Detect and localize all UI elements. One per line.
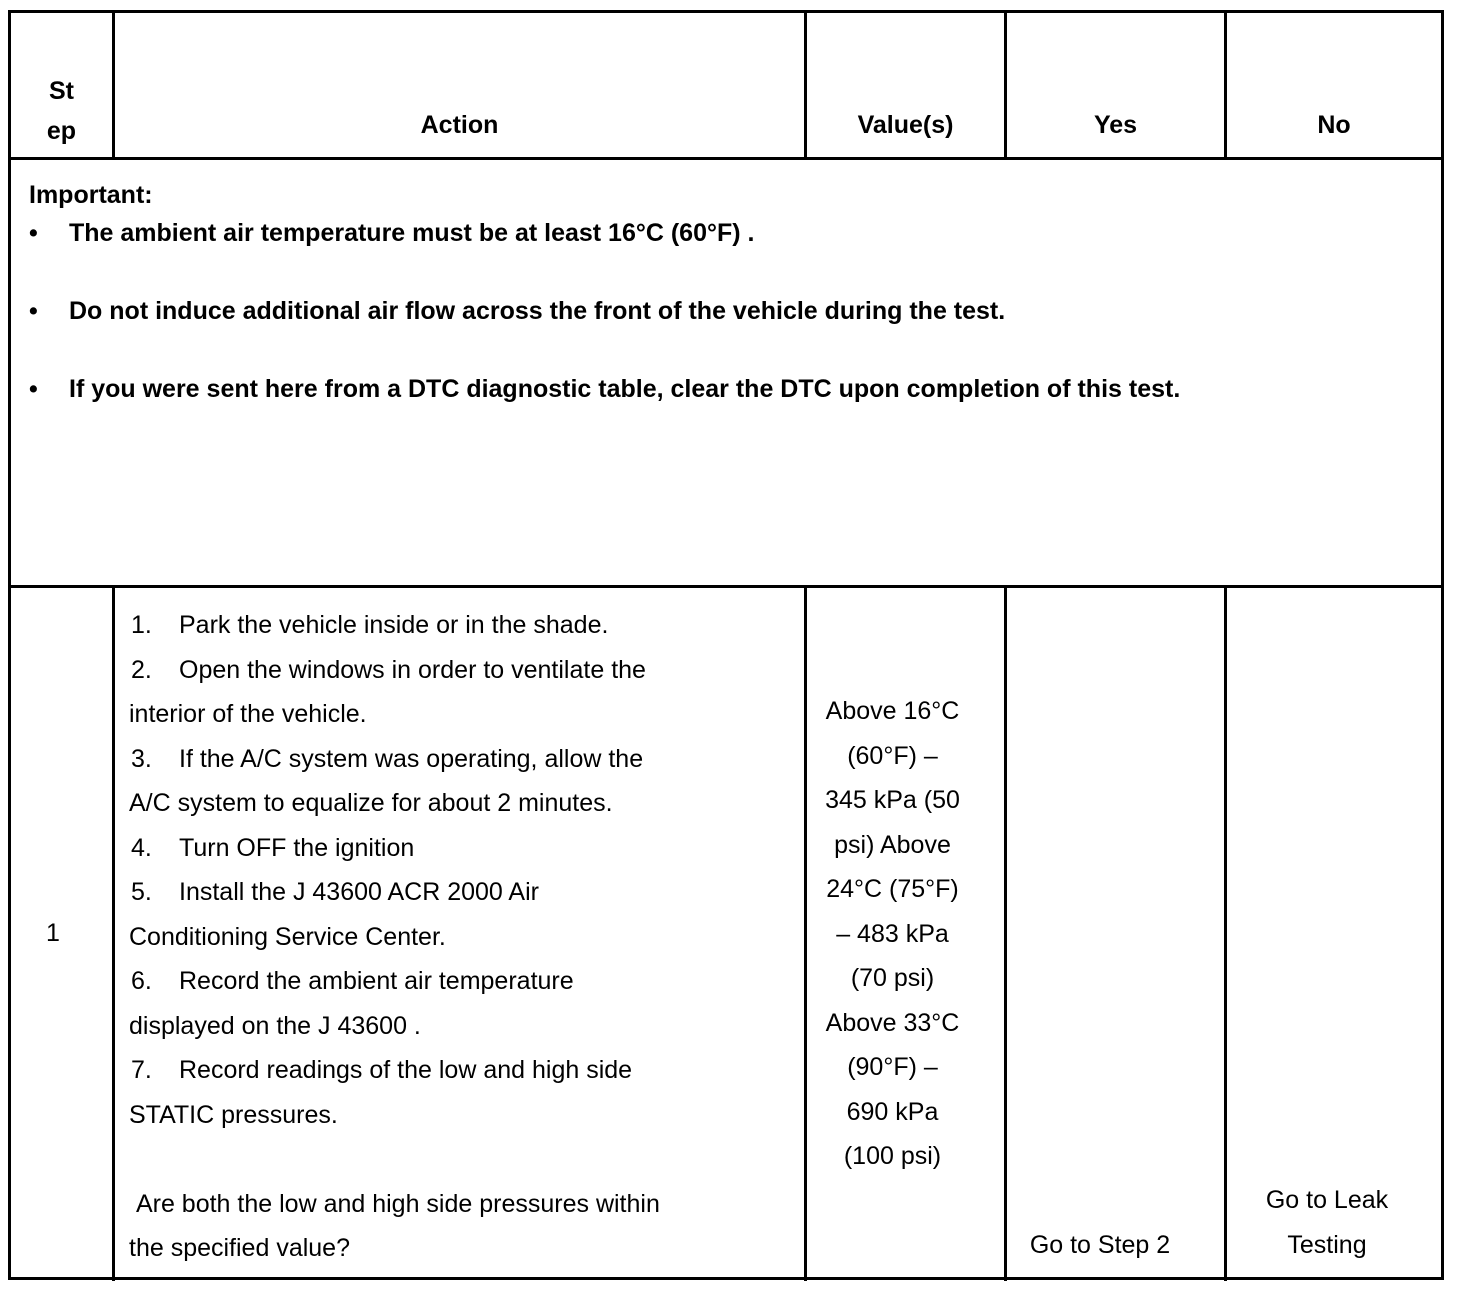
question-line1 [129, 1182, 799, 1227]
action-item-number: 4. [131, 833, 152, 862]
yes-go-to-step-2[interactable]: Go to Step 2 [1029, 1231, 1171, 1259]
value-line: 24°C (75°F) [826, 875, 959, 903]
important-item [29, 297, 1005, 326]
action-item [129, 603, 799, 648]
important-item-text: If you were sent here from a DTC diagnostic table, clear the DTC upon completion of this test. [69, 375, 1181, 403]
important-item-text: The ambient air temperature must be at least 16°C (60°F) . [69, 219, 755, 247]
value-line: (70 psi) [850, 964, 935, 992]
action-item-text: Record the ambient air temperature [179, 967, 574, 995]
important-item-text: Do not induce additional air flow across the front of the vehicle during the test. [69, 297, 1006, 325]
header-action: Action [420, 111, 499, 139]
action-item-number: 6. [131, 967, 152, 995]
action-item-continuation: STATIC pressures. [129, 1100, 338, 1129]
question-line2: the specified value? [129, 1234, 350, 1262]
header-values: Value(s) [857, 111, 954, 139]
value-line: – 483 kPa [836, 919, 949, 948]
important-item [29, 375, 1180, 404]
header-step [11, 71, 112, 151]
bullet-icon: • [29, 375, 38, 403]
action-item [129, 826, 799, 871]
value-line: 690 kPa [846, 1097, 939, 1126]
question-text-1: Are both the low and high side pressures within [135, 1189, 660, 1218]
header-step-line2: ep [46, 117, 77, 145]
action-item-number: 5. [131, 878, 152, 906]
action-item-text: Turn OFF the ignition [179, 833, 415, 862]
col-rule-step-row1 [112, 587, 115, 1281]
header-yes: Yes [1093, 111, 1138, 139]
action-item-text: Park the vehicle inside or in the shade. [179, 611, 609, 639]
col-rule-yes-row1 [1224, 587, 1227, 1281]
action-item [129, 1048, 799, 1093]
value-line: psi) Above [834, 830, 951, 859]
value-line: (100 psi) [843, 1142, 942, 1170]
col-rule-values-row1 [1004, 587, 1007, 1281]
header-no: No [1317, 111, 1351, 139]
action-item [129, 870, 799, 915]
action-item-number: 7. [131, 1056, 152, 1084]
action-item-continuation: interior of the vehicle. [129, 700, 367, 728]
value-line: Above 33°C [825, 1008, 960, 1037]
important-item [29, 219, 754, 248]
header-step-line1: St [49, 77, 74, 105]
step-number: 1 [46, 919, 60, 947]
action-item-continuation: A/C system to equalize for about 2 minutes. [129, 789, 613, 817]
value-line: Above 16°C [825, 697, 960, 725]
spacer-line [129, 1137, 799, 1182]
step-actions [129, 603, 799, 1271]
no-line1: Go to Leak [1265, 1186, 1389, 1214]
no-line2: Testing [1287, 1230, 1367, 1259]
action-item-continuation: Conditioning Service Center. [129, 922, 446, 951]
value-line: (60°F) – [847, 741, 938, 770]
bullet-icon: • [29, 297, 38, 325]
action-item-text: If the A/C system was operating, allow the [179, 744, 644, 773]
action-item-number: 2. [131, 655, 152, 684]
no-go-to-leak-testing[interactable] [1227, 1178, 1427, 1267]
diagnostic-table [8, 10, 1444, 1280]
value-line: 345 kPa (50 [825, 786, 960, 814]
value-line: (90°F) – [847, 1053, 938, 1081]
action-item-text: Install the J 43600 ACR 2000 Air [179, 878, 539, 906]
action-item-text: Record readings of the low and high side [179, 1056, 633, 1084]
step-values [807, 689, 978, 1179]
important-title: Important: [29, 181, 153, 209]
action-item-number: 1. [131, 611, 152, 639]
action-item-text: Open the windows in order to ventilate the [179, 655, 646, 684]
action-item-number: 3. [131, 744, 152, 773]
action-item-continuation: displayed on the J 43600 . [129, 1011, 421, 1040]
bullet-icon: • [29, 219, 38, 247]
action-item [129, 959, 799, 1004]
action-item [129, 737, 799, 782]
action-item [129, 648, 799, 693]
